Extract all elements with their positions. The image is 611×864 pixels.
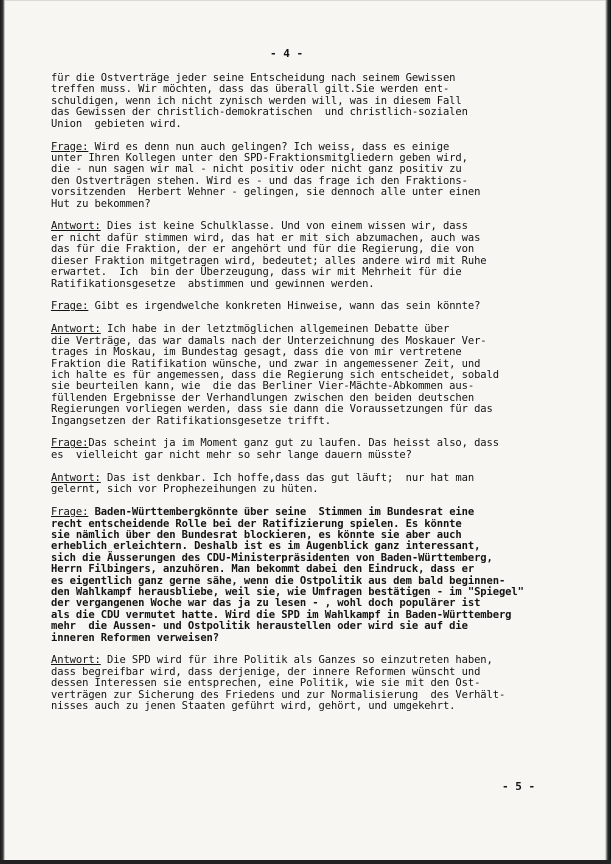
text-line: den Wahlkampf herausbliebe, weil sie, wie Umfragen bestätigen - im "Spiegel" [51, 585, 524, 598]
text-line: er nicht dafür stimmen wird, das hat er mit sich abzumachen, auch was [51, 231, 481, 244]
line-text: Ich habe in der letztmöglichen allgemeinen Debatte über [100, 323, 450, 336]
text-line: dass begreifbar wird, dass derjenige, der innere Reformen wünscht und [51, 665, 481, 678]
paragraph [51, 73, 571, 130]
text-line: inneren Reformen verweisen? [51, 631, 219, 644]
text-line: Regierungen vorliegen werden, dass sie dann die Voraussetzungen für das [51, 403, 493, 416]
text-line: für die Ostverträge jeder seine Entscheidung nach seinem Gewissen [51, 72, 456, 84]
line-text: Das ist denkbar. Ich hoffe,dass das gut läuft; nur hat man [100, 471, 475, 484]
scan-edge-bottom [0, 860, 611, 864]
next-page-number: - 5 - [502, 780, 536, 793]
line-text: Gibt es irgendwelche konkreten Hinweise, wann das sein könnte? [88, 300, 481, 313]
text-line: nisses auch zu jenen Staaten geführt wird, gehört, und umgekehrt. [51, 700, 456, 713]
text-line: verträgen zur Sicherung des Friedens und zur Normalisierung des Verhält- [51, 688, 506, 701]
text-line: die - nun sagen wir mal - nicht positiv oder nicht ganz positiv zu [51, 163, 462, 176]
text-line [51, 301, 571, 312]
text-line: sie nämlich über den Bundesrat blockieren, es könnte sie aber auch [51, 528, 462, 541]
page-number: - 4 - [270, 47, 304, 60]
text-line: Union gebieten wird. [51, 117, 182, 130]
paragraph [51, 142, 571, 210]
line-text: Wird es denn nun auch gelingen? Ich weiss, dass es einige [88, 140, 450, 153]
paragraph [51, 301, 571, 312]
text-line: es eigentlich ganz gerne sähe, wenn die Ostpolitik aus dem bald beginnen- [51, 574, 506, 587]
speaker-label: Frage: [51, 140, 89, 153]
text-line: ich halte es für angemessen, dass die Regierung sich entscheidet, sobald [51, 368, 499, 381]
text-line: unter Ihren Kollegen unter den SPD-Fraktionsmitgliedern geben wird, [51, 151, 468, 164]
text-line: trages in Moskau, im Bundestag gesagt, dass die von mir vertretene [51, 346, 462, 359]
text-line: erwartet. Ich bin der Überzeugung, dass wir mit Mehrheit für die [51, 266, 462, 279]
text-line: das für die Fraktion, der er angehört und für die Regierung, die von [51, 243, 475, 256]
text-line [51, 324, 571, 335]
paragraph [51, 221, 571, 289]
document-body [51, 73, 571, 713]
text-line: sich die Äusserungen des CDU-Ministerpräsidenten von Baden-Württemberg, [51, 551, 493, 564]
scan-edge-right [605, 0, 611, 864]
text-line: der vergangenen Woche war das ja zu lesen - , wohl doch populärer ist [51, 597, 481, 610]
text-line: den Ostverträgen stehen. Wird es - und das frage ich den Fraktions- [51, 174, 468, 187]
line-text: Dies ist keine Schulklasse. Und von einem wissen wir, dass [100, 220, 468, 233]
text-line: schuldigen, wenn ich nicht zynisch werden will, was in diesem Fall [51, 94, 462, 107]
text-line: das Gewissen der christlich-demokratischen und christlich-sozialen [51, 106, 468, 119]
speaker-label: Frage: [51, 506, 89, 519]
text-line: als die CDU vermutet hatte. Wird die SPD im Wahlkampf in Baden-Württemberg [51, 608, 512, 621]
text-line: vorsitzenden Herbert Wehner - gelingen, sie dennoch alle unter einen [51, 186, 481, 199]
line-text: Baden-Württembergkönnte über seine Stimmen im Bundesrat eine [88, 506, 475, 519]
text-line: gelernt, sich vor Prophezeihungen zu hüten. [51, 483, 319, 496]
speaker-label: Antwort: [51, 471, 101, 484]
text-line: es vielleicht gar nicht mehr so sehr lange dauern müsste? [51, 448, 412, 461]
text-line: sie beurteilen kann, wie die das Berliner Vier-Mächte-Abkommen aus- [51, 380, 475, 393]
text-line: Ratifikationsgesetze abstimmen und gewinnen werden. [51, 277, 375, 290]
paragraph [51, 438, 571, 461]
speaker-label: Antwort: [51, 220, 101, 233]
speaker-label: Frage: [51, 437, 89, 450]
text-line: Fraktion die Ratifikation wünsche, und zwar in angemessener Zeit, und [51, 357, 481, 370]
paragraph [51, 655, 571, 712]
paragraph [51, 507, 571, 644]
text-line: füllenden Ergebnisse der Verhandlungen zwischen den beiden deutschen [51, 391, 475, 404]
text-line: die Verträge, das war damals nach der Unterzeichnung des Moskauer Ver- [51, 334, 487, 347]
paragraph [51, 473, 571, 496]
line-text: Die SPD wird für ihre Politik als Ganzes so einzutreten haben, [100, 654, 493, 667]
speaker-label: Frage: [51, 300, 89, 313]
text-line [51, 507, 571, 518]
text-line: Herrn Filbingers, anzuhören. Man bekommt dabei den Eindruck, dass er [51, 563, 475, 576]
text-line: treffen muss. Wir möchten, dass das überall gilt.Sie werden ent- [51, 83, 450, 96]
text-line: mehr die Aussen- und Ostpolitik heraustellen oder wird sie auf die [51, 620, 468, 633]
paragraph [51, 324, 571, 427]
text-line: Ingangsetzen der Ratifikationsgesetze trifft. [51, 414, 331, 427]
speaker-label: Antwort: [51, 654, 101, 667]
text-line: Hut zu bekommen? [51, 197, 151, 210]
text-line: dieser Fraktion mitgetragen wird, bedeutet; alles andere wird mit Ruhe [51, 254, 487, 267]
line-text: Das scheint ja im Moment ganz gut zu laufen. Das heisst also, dass [88, 437, 499, 450]
text-line: dessen Interessen sie entsprechen, eine Politik, wie sie mit den Ost- [51, 677, 481, 690]
speaker-label: Antwort: [51, 323, 101, 336]
text-line: erheblich erleichtern. Deshalb ist es im Augenblick ganz interessant, [51, 540, 481, 553]
text-line: recht entscheidende Rolle bei der Ratifizierung spielen. Es könnte [51, 517, 462, 530]
scan-edge-left [0, 0, 5, 864]
